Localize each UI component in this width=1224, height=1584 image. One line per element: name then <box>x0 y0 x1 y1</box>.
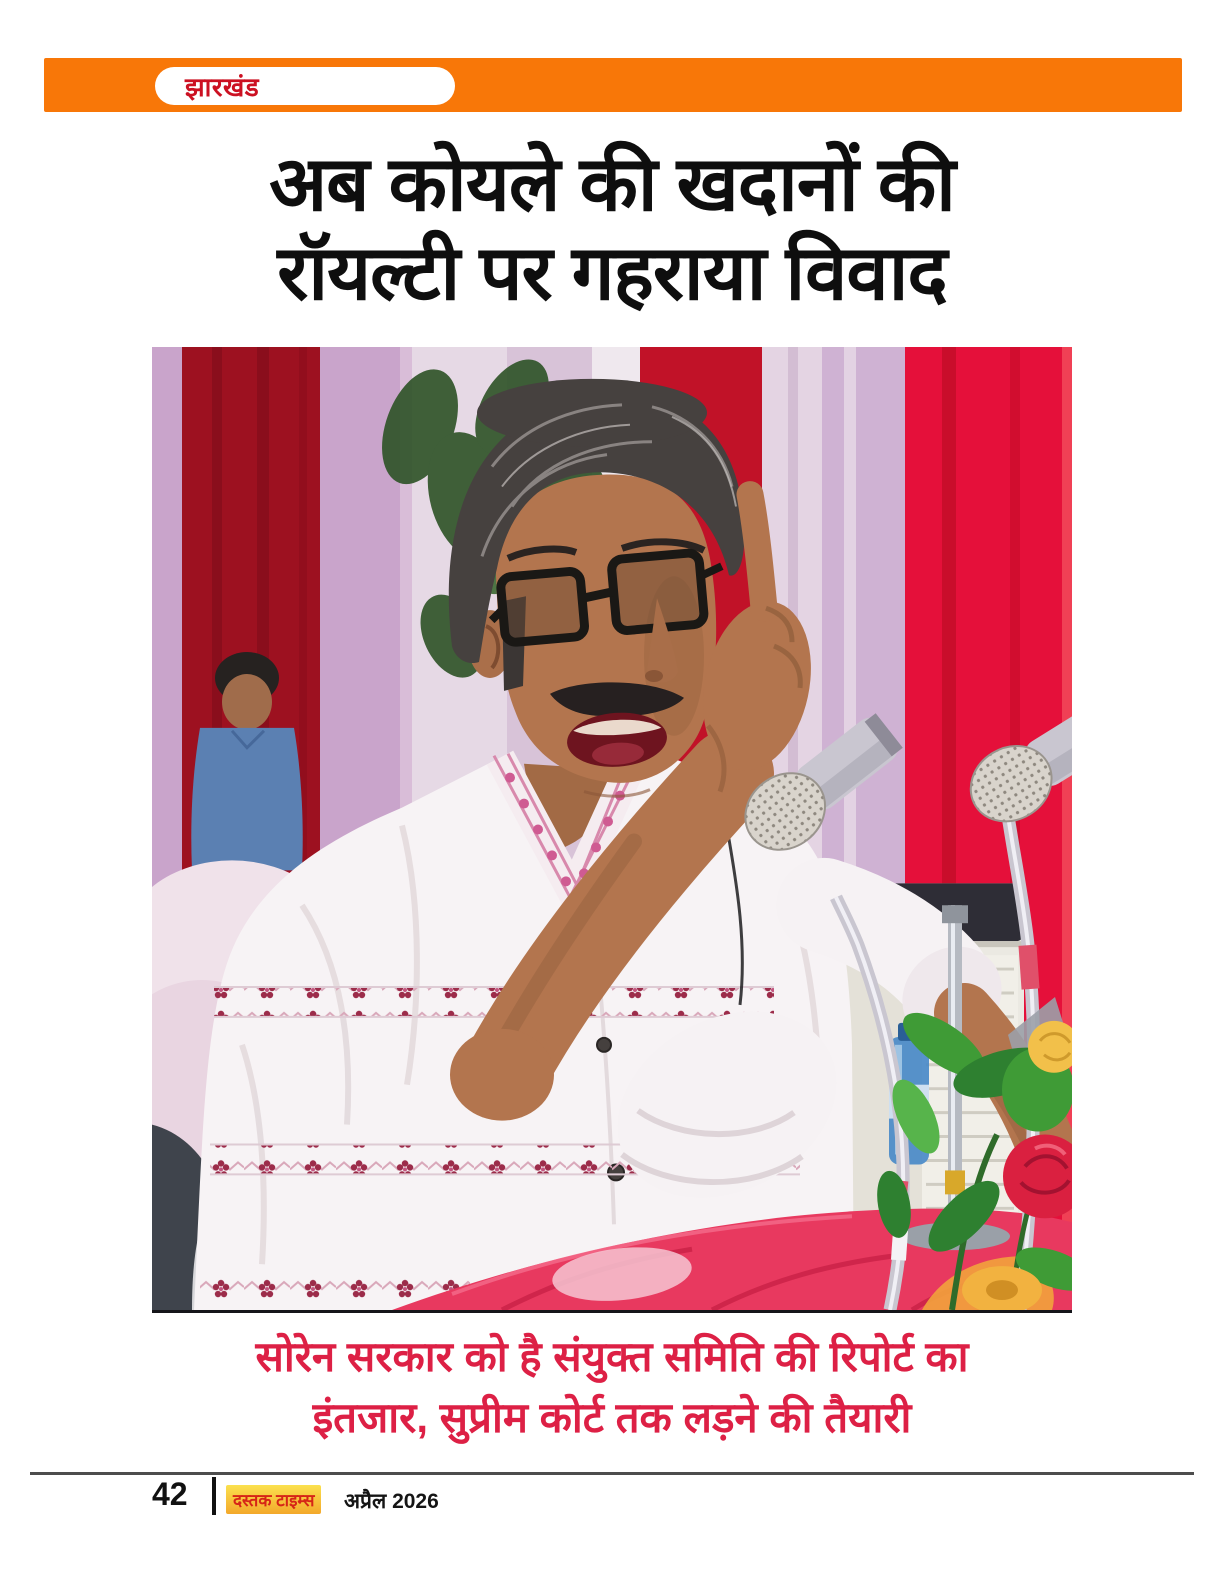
magazine-logo: दस्तक टाइम्स <box>226 1485 321 1514</box>
footer-rule <box>30 1472 1194 1475</box>
section-tag-label: झारखंड <box>185 72 260 102</box>
page-number: 42 <box>152 1476 188 1512</box>
article-headline <box>0 140 1224 318</box>
photo-illustration <box>152 347 1072 1310</box>
headline-line-2: रॉयल्टी पर गहराया विवाद <box>277 231 947 316</box>
issue-date: अप्रैल 2026 <box>344 1490 439 1513</box>
subheadline-line-1: सोरेन सरकार को है संयुक्त समिति की रिपोर्ट का <box>255 1333 969 1380</box>
subheadline-line-2: इंतजार, सुप्रीम कोर्ट तक लड़ने की तैयारी <box>312 1394 912 1441</box>
article-subheadline <box>0 1326 1224 1448</box>
footer-separator <box>212 1477 216 1515</box>
section-tag-pill <box>155 67 455 105</box>
headline-line-1: अब कोयले की खदानों की <box>269 142 955 227</box>
article-photo <box>152 347 1072 1313</box>
section-tag-bar <box>44 58 1182 112</box>
